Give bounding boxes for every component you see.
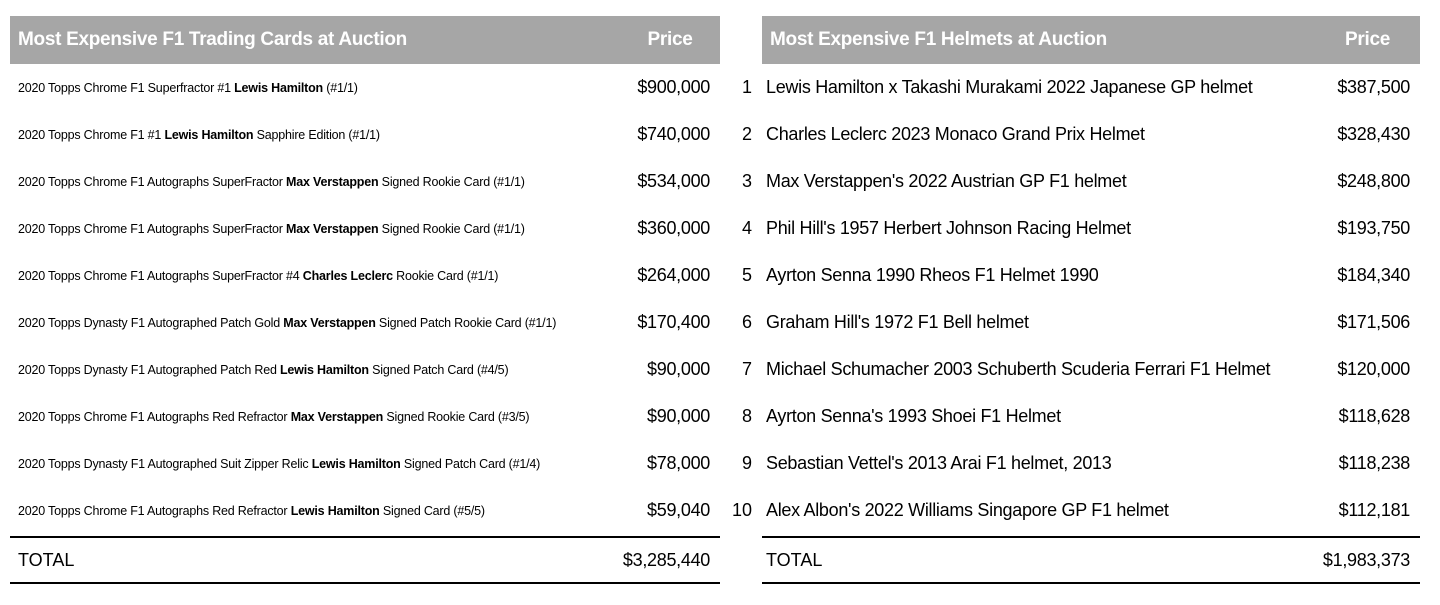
- table-row: [10, 393, 720, 440]
- table-row: [741, 252, 1420, 299]
- helmet-price: $120,000: [1337, 359, 1410, 379]
- card-name-prefix: 2020 Topps Dynasty F1 Autographed Patch Gold: [18, 315, 284, 330]
- card-name: [10, 269, 590, 283]
- card-name: [10, 316, 590, 330]
- table-row: [741, 205, 1420, 252]
- rank-number: 9: [741, 453, 752, 473]
- card-name-prefix: 2020 Topps Chrome F1 Autographs Red Refractor: [18, 503, 291, 518]
- trading-cards-total-row: [10, 536, 720, 584]
- table-row: [10, 440, 720, 487]
- card-name-suffix: Sapphire Edition (#1/1): [253, 127, 380, 142]
- helmet-name: Alex Albon's 2022 Williams Singapore GP F1 helmet: [766, 500, 1169, 520]
- helmet-price: $387,500: [1337, 77, 1410, 97]
- helmet-name: Sebastian Vettel's 2013 Arai F1 helmet, 2013: [766, 453, 1112, 473]
- card-price: $90,000: [647, 406, 710, 426]
- total-label: TOTAL: [18, 549, 75, 570]
- card-name-suffix: Signed Patch Rookie Card (#1/1): [375, 315, 557, 330]
- table-row: [741, 299, 1420, 346]
- card-name-prefix: 2020 Topps Chrome F1 Autographs SuperFractor: [18, 174, 287, 189]
- helmets-table: [731, 16, 1420, 584]
- table-row: [10, 205, 720, 252]
- table-row: [10, 346, 720, 393]
- rank-number: 7: [741, 359, 752, 379]
- table-row: [741, 111, 1420, 158]
- driver-name: Max Verstappen: [286, 221, 379, 236]
- table-row: [741, 64, 1420, 111]
- helmet-price: $112,181: [1338, 500, 1410, 520]
- helmets-total-row: [762, 536, 1420, 584]
- total-label: TOTAL: [766, 549, 823, 570]
- rank-number: 4: [741, 218, 752, 238]
- helmet-name: Max Verstappen's 2022 Austrian GP F1 helmet: [766, 171, 1127, 191]
- helmet-name: Charles Leclerc 2023 Monaco Grand Prix Helmet: [766, 124, 1145, 144]
- card-name-suffix: Signed Rookie Card (#3/5): [383, 409, 530, 424]
- card-name: [10, 457, 590, 471]
- driver-name: Lewis Hamilton: [290, 503, 380, 518]
- card-name: [10, 81, 590, 95]
- helmet-name: Lewis Hamilton x Takashi Murakami 2022 Japanese GP helmet: [766, 77, 1253, 97]
- card-name-suffix: Signed Card (#5/5): [379, 503, 485, 518]
- rank-number: 1: [741, 77, 752, 97]
- table-row: [741, 158, 1420, 205]
- card-price: $170,400: [637, 312, 710, 332]
- helmets-title: Most Expensive F1 Helmets at Auction: [770, 29, 1107, 50]
- table-row: [10, 111, 720, 158]
- rank-number: 6: [741, 312, 752, 332]
- card-price: $59,040: [647, 500, 710, 520]
- helmet-name: Ayrton Senna's 1993 Shoei F1 Helmet: [766, 406, 1061, 426]
- table-row: [731, 487, 1420, 534]
- table-row: [10, 64, 720, 111]
- card-name-prefix: 2020 Topps Chrome F1 #1: [18, 127, 165, 142]
- helmet-name: Phil Hill's 1957 Herbert Johnson Racing Helmet: [766, 218, 1131, 238]
- helmets-header: [762, 16, 1420, 64]
- helmet-price: $171,506: [1337, 312, 1410, 332]
- card-name-prefix: 2020 Topps Chrome F1 Autographs SuperFractor: [18, 221, 287, 236]
- card-name: [10, 222, 590, 236]
- table-row: [10, 252, 720, 299]
- helmets-rows: [731, 64, 1420, 534]
- helmet-price: $328,430: [1337, 124, 1410, 144]
- card-name-prefix: 2020 Topps Dynasty F1 Autographed Patch Red: [18, 362, 280, 377]
- card-price: $264,000: [637, 265, 710, 285]
- rank-number: 3: [741, 171, 752, 191]
- card-name-prefix: 2020 Topps Chrome F1 Superfractor #1: [18, 80, 235, 95]
- helmet-price: $193,750: [1337, 218, 1410, 238]
- total-value: $3,285,440: [622, 549, 710, 570]
- driver-name: Lewis Hamilton: [164, 127, 254, 142]
- card-name: [10, 128, 590, 142]
- driver-name: Max Verstappen: [290, 409, 384, 424]
- helmet-price: $118,238: [1338, 453, 1410, 473]
- card-price: $900,000: [637, 77, 710, 97]
- card-name-prefix: 2020 Topps Chrome F1 Autographs Red Refractor: [18, 409, 291, 424]
- driver-name: Max Verstappen: [286, 174, 379, 189]
- trading-cards-rows: [10, 64, 720, 534]
- trading-cards-header: [10, 16, 720, 64]
- helmet-name: Graham Hill's 1972 F1 Bell helmet: [766, 312, 1029, 332]
- card-name-suffix: (#1/1): [323, 80, 358, 95]
- card-price: $90,000: [647, 359, 710, 379]
- price-column-header: Price: [1345, 29, 1390, 50]
- price-column-header: Price: [647, 29, 693, 50]
- card-name-suffix: Rookie Card (#1/1): [392, 268, 499, 283]
- card-price: $360,000: [637, 218, 710, 238]
- card-name-suffix: Signed Rookie Card (#1/1): [378, 174, 525, 189]
- driver-name: Lewis Hamilton: [311, 456, 401, 471]
- table-row: [741, 393, 1420, 440]
- table-row: [741, 346, 1420, 393]
- rank-number: 10: [731, 500, 752, 520]
- card-name-prefix: 2020 Topps Chrome F1 Autographs SuperFractor #4: [18, 268, 303, 283]
- driver-name: Lewis Hamilton: [279, 362, 369, 377]
- card-name-suffix: Signed Patch Card (#4/5): [368, 362, 509, 377]
- card-name-suffix: Signed Rookie Card (#1/1): [378, 221, 525, 236]
- trading-cards-title: Most Expensive F1 Trading Cards at Auction: [18, 29, 407, 50]
- card-name: [10, 410, 590, 424]
- helmet-price: $118,628: [1338, 406, 1410, 426]
- card-price: $740,000: [637, 124, 710, 144]
- card-name-suffix: Signed Patch Card (#1/4): [400, 456, 541, 471]
- card-price: $534,000: [637, 171, 710, 191]
- helmet-price: $248,800: [1337, 171, 1410, 191]
- rank-number: 5: [741, 265, 752, 285]
- driver-name: Charles Leclerc: [302, 268, 393, 283]
- table-row: [10, 299, 720, 346]
- table-row: [10, 487, 720, 534]
- table-row: [741, 440, 1420, 487]
- driver-name: Max Verstappen: [283, 315, 376, 330]
- helmet-price: $184,340: [1337, 265, 1410, 285]
- card-price: $78,000: [647, 453, 710, 473]
- card-name: [10, 363, 590, 377]
- total-value: $1,983,373: [1322, 549, 1410, 570]
- helmet-name: Ayrton Senna 1990 Rheos F1 Helmet 1990: [766, 265, 1099, 285]
- driver-name: Lewis Hamilton: [234, 80, 323, 95]
- card-name-prefix: 2020 Topps Dynasty F1 Autographed Suit Zipper Relic: [18, 456, 312, 471]
- card-name: [10, 504, 590, 518]
- trading-cards-table: [10, 16, 720, 584]
- card-name: [10, 175, 590, 189]
- rank-number: 8: [741, 406, 752, 426]
- rank-number: 2: [741, 124, 752, 144]
- table-row: [10, 158, 720, 205]
- helmet-name: Michael Schumacher 2003 Schuberth Scuderia Ferrari F1 Helmet: [766, 359, 1271, 379]
